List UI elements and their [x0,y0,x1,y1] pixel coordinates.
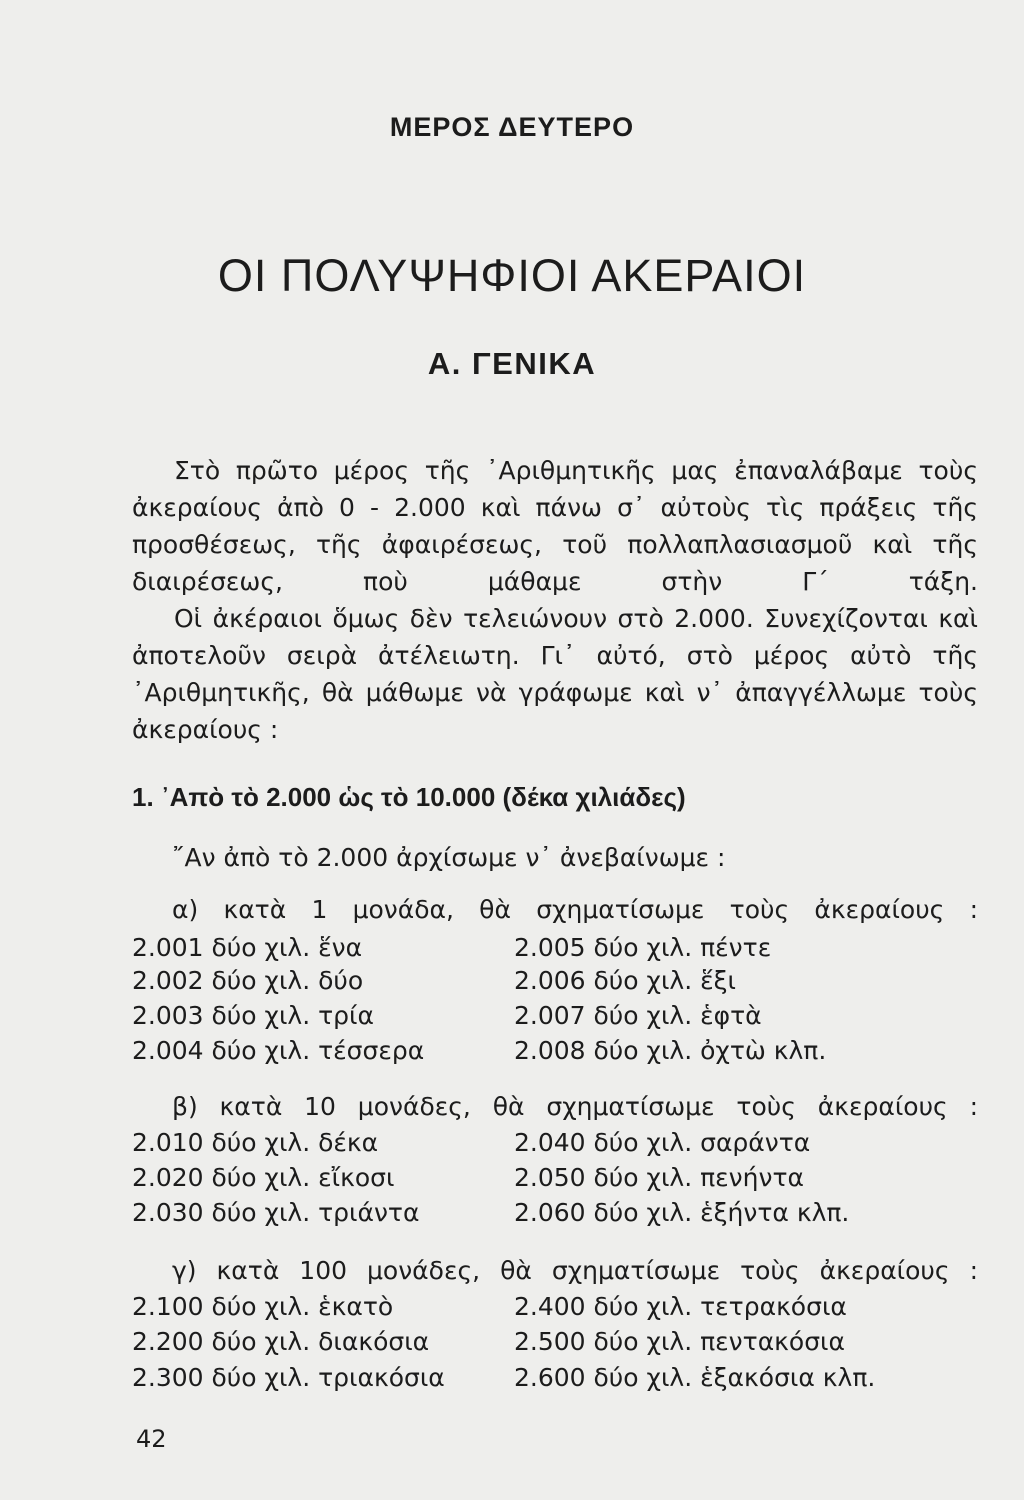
list-item: 2.200 δύο χιλ. διακόσια [132,1327,430,1356]
list-item: 2.005 δύο χιλ. πέντε [514,933,772,962]
list-item: 2.007 δύο χιλ. ἑφτὰ [514,1001,762,1030]
list-item: 2.001 δύο χιλ. ἕνα [132,933,363,962]
list-item: 2.006 δύο χιλ. ἕξι [514,966,737,995]
list-item: 2.040 δύο χιλ. σαράντα [514,1128,811,1157]
list-item: 2.002 δύο χιλ. δύο [132,966,364,995]
list-item: 2.050 δύο χιλ. πενήντα [514,1163,804,1192]
list-item: 2.600 δύο χιλ. ἑξακόσια κλπ. [514,1363,876,1392]
list-item: 2.010 δύο χιλ. δέκα [132,1128,379,1157]
lead-sentence: ῎Αν ἀπὸ τὸ 2.000 ἀρχίσωμε ν᾿ ἀνεβαίνωμε : [172,843,726,872]
group-beta-intro: β) κατὰ 10 μονάδες, θὰ σχηματίσωμε τοὺς ἀκεραίους : [172,1092,978,1121]
list-item: 2.003 δύο χιλ. τρία [132,1001,374,1030]
list-item: 2.100 δύο χιλ. ἑκατὸ [132,1292,394,1321]
group-gamma-intro: γ) κατὰ 100 μονάδες, θὰ σχηματίσωμε τοὺς ἀκεραίους : [172,1256,978,1285]
group-alpha-intro: α) κατὰ 1 μονάδα, θὰ σχηματίσωμε τοὺς ἀκεραίους : [172,895,978,924]
paragraph-continuation: Οἱ ἀκέραιοι ὅμως δὲν τελειώνουν στὸ 2.000. Συνεχίζονται καὶ ἀποτελοῦν σειρὰ ἀτέλειωτη. Γι᾿ αὐτό, στὸ μέρος αὐτὸ τῆς ᾿Αριθμητικῆς, θὰ μάθωμε νὰ γράφωμε καὶ ν᾿ ἀπαγγέλλωμε τοὺς ἀκεραίους : [132,604,978,744]
list-item: 2.400 δύο χιλ. τετρακόσια [514,1292,847,1321]
list-item: 2.300 δύο χιλ. τριακόσια [132,1363,445,1392]
part-title: ΜΕΡΟΣ ΔΕΥΤΕΡΟ [389,112,635,142]
list-item: 2.030 δύο χιλ. τριάντα [132,1198,420,1227]
list-item: 2.008 δύο χιλ. ὀχτὼ κλπ. [514,1036,827,1065]
section-title: Α. ΓΕΝΙΚΑ [427,346,597,381]
list-item: 2.060 δύο χιλ. ἑξήντα κλπ. [514,1198,850,1227]
list-item: 2.020 δύο χιλ. εἴκοσι [132,1163,395,1192]
subheading: 1. ᾿Απὸ τὸ 2.000 ὡς τὸ 10.000 (δέκα χιλιάδες) [132,782,686,812]
list-item: 2.004 δύο χιλ. τέσσερα [132,1036,425,1065]
main-title: ΟΙ ΠΟΛΥΨΗΦΙΟΙ ΑΚΕΡΑΙΟΙ [217,250,807,301]
page-number: 42 [136,1425,167,1453]
paragraph-intro: Στὸ πρῶτο μέρος τῆς ᾿Αριθμητικῆς μας ἐπαναλάβαμε τοὺς ἀκεραίους ἀπὸ 0 - 2.000 καὶ πάνω σ᾿ αὐτοὺς τὶς πράξεις τῆς προσθέσεως, τῆς ἀφαιρέσεως, τοῦ πολλαπλασιασμοῦ καὶ τῆς διαιρέσεως, ποὺ μάθαμε στὴν Γ΄ τάξη. [132,456,978,596]
list-item: 2.500 δύο χιλ. πεντακόσια [514,1327,845,1356]
